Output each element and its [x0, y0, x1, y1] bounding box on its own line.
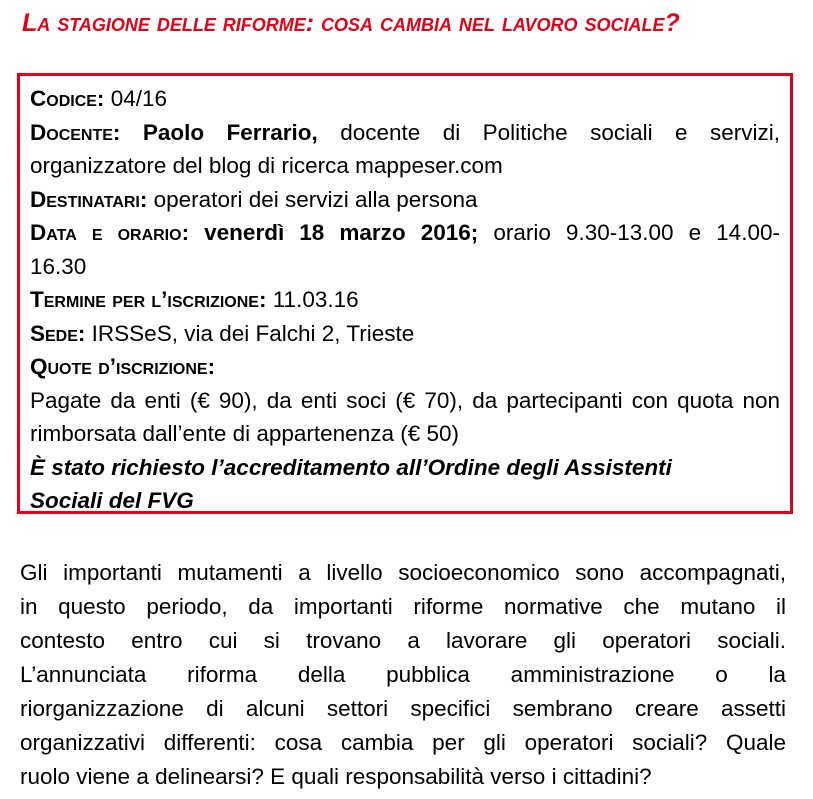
quote-detail-continued: rimborsata dall’ente di appartenenza (€ 50) [30, 421, 460, 446]
accreditamento-note-continued: Sociali del FVG [30, 488, 194, 513]
docente-name: Paolo Ferrario, [142, 119, 318, 145]
termine-value: 11.03.16 [272, 287, 359, 312]
quote-row [30, 350, 780, 384]
orario-row-continued [30, 250, 780, 284]
course-info-box [17, 73, 793, 514]
paragraph-line: riorganizzazione di alcuni settori specifici sembrano creare assetti [20, 696, 786, 721]
paragraph-line: organizzativi differenti: cosa cambia per gli operatori sociali? Quale [20, 730, 786, 755]
termine-label: Termine per l’iscrizione: [30, 287, 267, 312]
docente-description-continued: organizzatore del blog di ricerca mappeser.com [30, 153, 503, 178]
orario-value: orario 9.30-13.00 e 14.00- [493, 220, 780, 245]
data-label: Data e orario: [30, 220, 190, 245]
data-orario-row [30, 216, 780, 250]
paragraph-line: L’annunciata riforma della pubblica amministrazione o la [20, 662, 786, 687]
termine-row [30, 283, 780, 317]
quote-detail-row [30, 384, 780, 418]
paragraph-line: Gli importanti mutamenti a livello socioeconomico sono accompagnati, [20, 560, 786, 585]
docente-row [30, 116, 780, 150]
codice-label: Codice: [30, 86, 105, 111]
page-title: La stagione delle riforme: cosa cambia nel lavoro sociale? [22, 9, 680, 37]
destinatari-label: Destinatari: [30, 186, 148, 212]
quote-label: Quote d’iscrizione: [30, 354, 216, 379]
destinatari-value: operatori dei servizi alla persona [153, 186, 478, 212]
description-paragraph [20, 556, 786, 794]
docente-description: docente di Politiche sociali e servizi, [340, 119, 780, 145]
docente-row-continued [30, 149, 780, 183]
paragraph-line: in questo periodo, da importanti riforme normative che mutano il [20, 594, 786, 619]
sede-value: IRSSeS, via dei Falchi 2, Trieste [91, 320, 415, 346]
docente-label: Docente: [30, 119, 121, 145]
accreditamento-row [30, 451, 780, 485]
codice-row [30, 82, 780, 116]
data-value: venerdì 18 marzo 2016; [204, 220, 479, 245]
paragraph-line: contesto entro cui si trovano a lavorare gli operatori sociali. [20, 628, 786, 653]
quote-detail: Pagate da enti (€ 90), da enti soci (€ 70), da partecipanti con quota non [30, 387, 780, 413]
accreditamento-note: È stato richiesto l’accreditamento all’Ordine degli Assistenti [30, 454, 672, 480]
destinatari-row [30, 183, 780, 217]
orario-value-continued: 16.30 [30, 253, 87, 279]
accreditamento-row-continued [30, 484, 780, 518]
sede-label: Sede: [30, 320, 86, 346]
sede-row [30, 317, 780, 351]
quote-detail-row-continued [30, 417, 780, 451]
codice-value: 04/16 [110, 86, 167, 111]
paragraph-line: ruolo viene a delinearsi? E quali responsabilità verso i cittadini? [20, 764, 652, 789]
